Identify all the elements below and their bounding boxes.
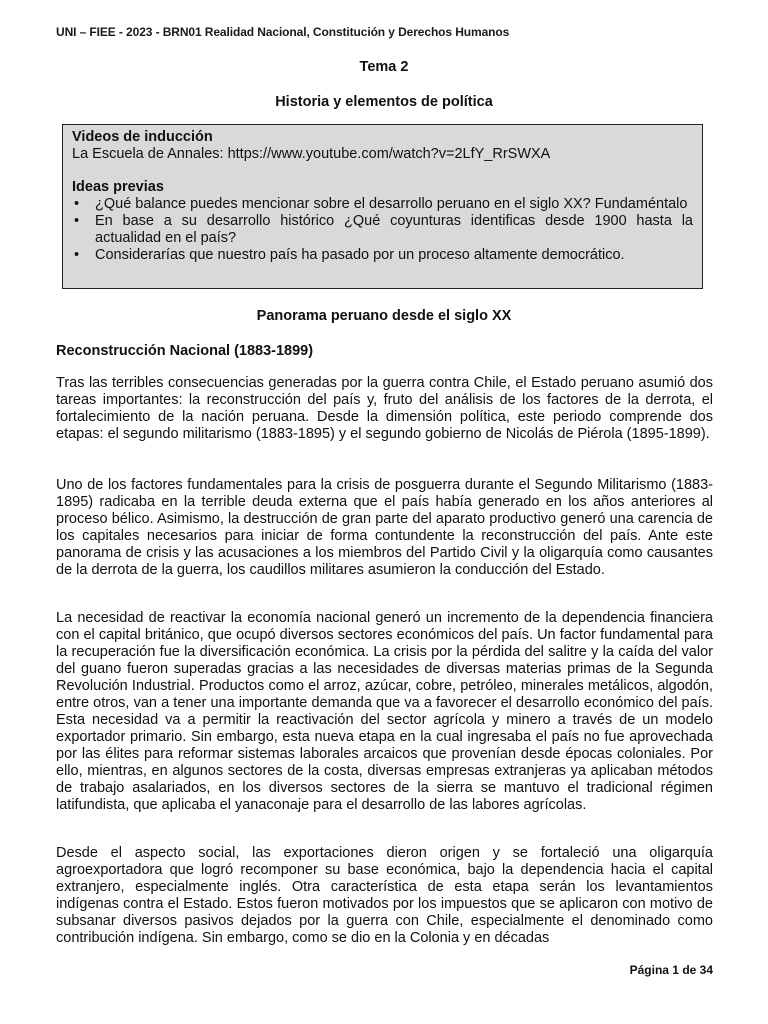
document-subtitle: Historia y elementos de política [275, 94, 493, 110]
topic-number: Tema 2 [359, 59, 409, 75]
list-item: • Considerarías que nuestro país ha pasado por un proceso altamente democrático. [72, 247, 693, 264]
list-item: • ¿Qué balance puedes mencionar sobre el desarrollo peruano en el siglo XX? Fundaméntalo [72, 196, 693, 213]
induction-box [62, 124, 703, 289]
video-link[interactable]: La Escuela de Annales: https://www.youtube.com/watch?v=2LfY_RrSWXA [72, 146, 551, 162]
paragraph: Tras las terribles consecuencias generadas por la guerra contra Chile, el Estado peruano asumió dos tareas importantes: la reconstrucción del país y, fruto del análisis de los factores de la derrota, el fortalecimiento de la nación peruana. Desde la dimensión política, este periodo comprende dos etapas: el segundo militarismo (1883-1895) y el segundo gobierno de Nicolás de Piérola (1895-1899). [56, 375, 713, 442]
section-title: Panorama peruano desde el siglo XX [256, 308, 512, 324]
running-header: UNI – FIEE - 2023 - BRN01 Realidad Nacional, Constitución y Derechos Humanos [56, 25, 510, 39]
ideas-heading: Ideas previas [72, 179, 164, 195]
page-number: Página 1 de 34 [629, 963, 713, 977]
ideas-list [72, 196, 693, 264]
paragraph: Desde el aspecto social, las exportaciones dieron origen y se fortaleció una oligarquía agroexportadora que logró recomponer su base económica, bajo la dependencia hacia el capital extranjero, especialmente inglés. Otra característica de esta etapa serán los levantamientos indígenas contra el Estado. Estos fueron motivados por los impuestos que se aplicaron con motivo de subsanar diversos pasivos dejados por la guerra con Chile, especialmente el denominado como contribución indígena. Sin embargo, como se dio en la Colonia y en décadas [56, 845, 713, 946]
paragraph: Uno de los factores fundamentales para la crisis de posguerra durante el Segundo Militarismo (1883-1895) radicaba en la terrible deuda externa que el país había generado en los años anteriores al proceso bélico. Asimismo, la destrucción de gran parte del aparato productivo generó una carencia de los capitales necesarios para iniciar de forma contundente la reconstrucción del país. Ante este panorama de crisis y las acusaciones a los miembros del Partido Civil y la oligarquía como causantes de la derrota de la guerra, los caudillos militares asumieron la conducción del Estado. [56, 477, 713, 578]
paragraph: La necesidad de reactivar la economía nacional generó un incremento de la dependencia financiera con el capital británico, que ocupó diversos sectores económicos del país. Un factor fundamental para la recuperación fue la diversificación económica. La crisis por la pérdida del salitre y la caída del valor del guano fueron superadas gracias a las necesidades de diversas materias primas de la Segunda Revolución Industrial. Productos como el arroz, azúcar, cobre, petróleo, minerales metálicos, algodón, entre otros, van a tener una importante demanda que va a favorecer el desarrollo económico del país. Esta necesidad va a permitir la reactivación del sector agrícola y minero a través de un modelo exportador primario. Sin embargo, esta nueva etapa en la cual ingresaba el país no fue aprovechada por las élites para reformar sistemas laborales arcaicos que provenían desde épocas coloniales. Por ello, mientras, en algunos sectores de la costa, diversas empresas extranjeras ya aplicaban métodos de trabajo asalariados, en los diversos sectores de la sierra se mantuvo el tradicional régimen latifundista, que aplicaba el yanaconaje para el desarrollo de las labores agrícolas. [56, 610, 713, 813]
section-subheading: Reconstrucción Nacional (1883-1899) [56, 343, 314, 359]
list-item: • En base a su desarrollo histórico ¿Qué coyunturas identificas desde 1900 hasta la actualidad en el país? [72, 213, 693, 247]
videos-heading: Videos de inducción [72, 129, 213, 145]
